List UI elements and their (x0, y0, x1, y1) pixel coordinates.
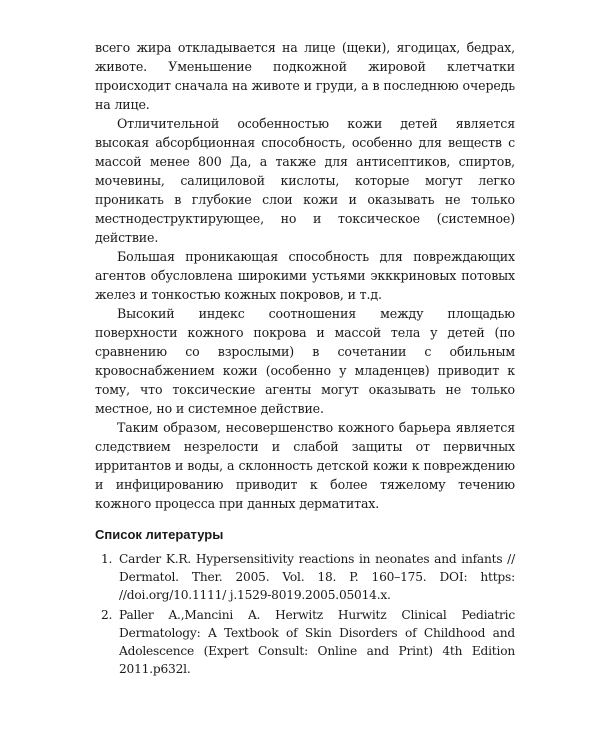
reference-number: 2. (101, 608, 113, 622)
reference-item (95, 550, 515, 604)
paragraph-4: Высокий индекс соотношения между площадью поверхности кожного покрова и массой тела у детей (по сравнению со взрослыми) в сочетании с обильным кровоснабжением кожи (особенно у младенцев) приводит к тому, что токсические агенты могут оказывать не только местное, но и системное действие. (95, 306, 515, 416)
reference-item (95, 606, 515, 678)
references-heading: Список литературы (95, 527, 224, 542)
paragraph-1: всего жира откладывается на лице (щеки), ягодицах, бедрах, животе. Уменьшение подкожной жировой клетчатки происходит сначала на животе и груди, а в последнюю очередь на лице. (95, 40, 515, 112)
reference-text: Carder K.R. Hypersensitivity reactions in neonates and infants // Dermatol. Ther. 2005. Vol. 18. P. 160–175. DOI: https: //doi.org/10.1111/ j.1529-8019.2005.05014.x. (119, 552, 515, 602)
reference-text: Paller A.,Mancini A. Herwitz Hurwitz Clinical Pediatric Dermatology: A Textbook of Skin Disorders of Childhood and Adolescence (Expert Consult: Online and Print) 4th Edition 2011.p632l. (119, 608, 515, 676)
paragraph-2: Отличительной особенностью кожи детей является высокая абсорбционная способность, особенно для веществ с массой менее 800 Да, а также для антисептиков, спиртов, мочевины, салициловой кислоты, которые могут легко проникать в глубокие слои кожи и оказывать не только местнодеструктирующее, но и токсическое (системное) действие. (95, 116, 515, 245)
paragraph-5: Таким образом, несовершенство кожного барьера является следствием незрелости и слабой защиты от первичных ирритантов и воды, а склонность детской кожи к повреждению и инфицированию приводит к более тяжелому течению кожного процесса при данных дерматитах. (95, 420, 515, 511)
reference-number: 1. (101, 552, 113, 566)
references-list (95, 550, 515, 678)
page-content (95, 38, 515, 680)
paragraph-3: Большая проникающая способность для повреждающих агентов обусловлена широкими устьями экккриновых потовых желез и тонкостью кожных покровов, и т.д. (95, 249, 515, 302)
